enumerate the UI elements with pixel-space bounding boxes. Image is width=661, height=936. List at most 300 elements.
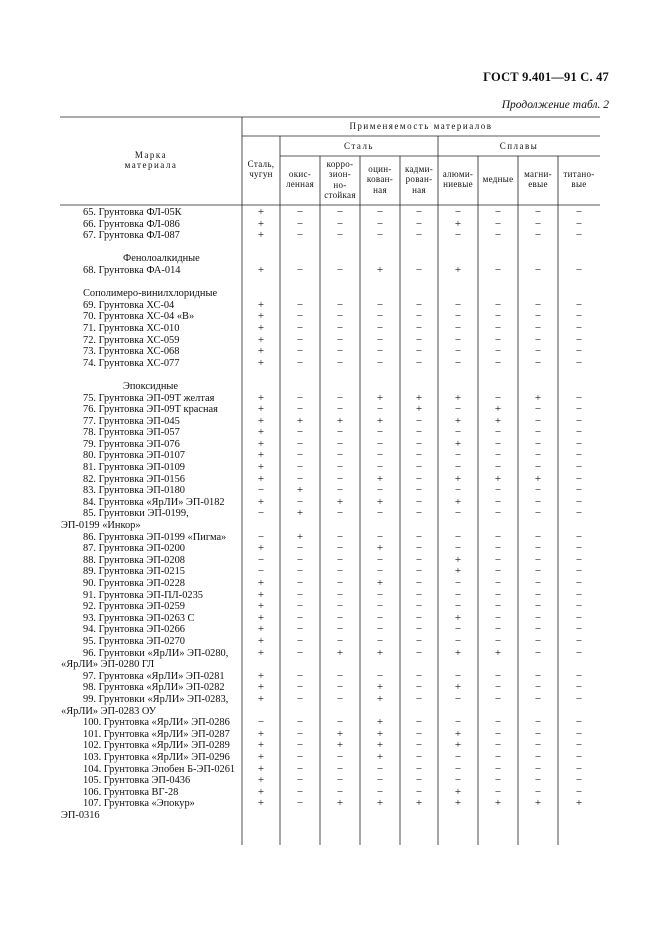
table-row (60, 729, 602, 741)
applicability-mark: − (415, 588, 423, 601)
applicability-mark: − (575, 437, 583, 450)
applicability-mark: − (575, 774, 583, 787)
applicability-mark: − (415, 495, 423, 508)
applicability-mark: − (415, 333, 423, 346)
applicability-mark: − (415, 542, 423, 555)
table-row (60, 601, 602, 613)
applicability-mark: − (575, 600, 583, 613)
applicability-mark: − (494, 553, 502, 566)
table-body (60, 207, 602, 821)
applicability-mark: − (415, 739, 423, 752)
applicability-mark: − (296, 403, 304, 416)
applicability-mark: − (296, 495, 304, 508)
material-name: 83. Грунтовка ЭП-0180 (83, 485, 185, 497)
applicability-mark: − (415, 634, 423, 647)
applicability-mark: − (534, 785, 542, 798)
applicability-mark: + (336, 495, 344, 508)
applicability-mark: + (454, 785, 462, 798)
applicability-mark: − (534, 310, 542, 323)
applicability-mark: + (257, 588, 265, 601)
applicability-mark: + (376, 495, 384, 508)
applicability-mark: − (454, 530, 462, 543)
material-name: 84. Грунтовка «ЯрЛИ» ЭП-0182 (83, 496, 225, 508)
applicability-mark: − (534, 229, 542, 242)
applicability-mark: + (494, 797, 502, 810)
applicability-mark: − (575, 716, 583, 729)
applicability-mark: − (454, 634, 462, 647)
table-row (60, 404, 602, 416)
applicability-mark: + (376, 681, 384, 694)
applicability-mark: + (336, 727, 344, 740)
applicability-mark: − (534, 484, 542, 497)
applicability-mark: − (494, 206, 502, 218)
applicability-mark: − (415, 414, 423, 427)
applicability-mark: − (494, 611, 502, 624)
applicability-mark: + (257, 403, 265, 416)
material-name: 77. Грунтовка ЭП-045 (83, 415, 180, 427)
applicability-mark: − (336, 669, 344, 682)
applicability-mark: − (454, 461, 462, 474)
table-row (60, 752, 602, 764)
applicability-mark: − (575, 333, 583, 346)
applicability-mark: − (494, 530, 502, 543)
applicability-mark: + (257, 600, 265, 613)
table-continuation-label: Продолжение табл. 2 (501, 99, 609, 111)
applicability-mark: − (415, 785, 423, 798)
applicability-mark: − (376, 600, 384, 613)
applicability-mark: − (534, 553, 542, 566)
applicability-mark: − (534, 206, 542, 218)
applicability-mark: + (296, 530, 304, 543)
applicability-mark: + (257, 333, 265, 346)
applicability-mark: + (494, 403, 502, 416)
applicability-mark: − (575, 553, 583, 566)
applicability-mark: − (494, 669, 502, 682)
material-name: 92. Грунтовка ЭП-0259 (83, 601, 185, 613)
table-row (60, 555, 602, 567)
applicability-mark: − (534, 565, 542, 578)
applicability-mark: + (454, 263, 462, 276)
applicability-mark: − (454, 229, 462, 242)
applicability-mark: − (296, 577, 304, 589)
applicability-mark: − (296, 739, 304, 752)
section-heading-row (60, 381, 602, 393)
applicability-mark: + (336, 414, 344, 427)
applicability-mark: + (257, 762, 265, 775)
applicability-mark: + (257, 611, 265, 624)
applicability-mark: − (336, 507, 344, 520)
material-name: 90. Грунтовка ЭП-0228 (83, 578, 185, 589)
applicability-mark: + (376, 414, 384, 427)
applicability-mark: + (454, 391, 462, 404)
applicability-mark: − (494, 263, 502, 276)
applicability-mark: − (575, 542, 583, 555)
applicability-mark: − (454, 403, 462, 416)
material-name-continuation: ЭП-0199 «Инкор» (61, 520, 141, 532)
material-name: 95. Грунтовка ЭП-0270 (83, 635, 185, 647)
applicability-mark: + (257, 542, 265, 555)
applicability-mark: − (534, 298, 542, 311)
applicability-mark: + (336, 646, 344, 659)
applicability-mark: − (494, 217, 502, 230)
applicability-mark: − (494, 345, 502, 358)
applicability-mark: + (376, 542, 384, 555)
page-header: ГОСТ 9.401—91 С. 47 (483, 70, 609, 84)
applicability-mark: − (494, 298, 502, 311)
applicability-mark: − (575, 298, 583, 311)
table-row (60, 624, 602, 636)
material-name: 74. Грунтовка ХС-077 (83, 357, 180, 369)
material-name: 66. Грунтовка ФЛ-086 (83, 218, 180, 230)
material-name: 105. Грунтовка ЭП-0436 (83, 775, 191, 787)
applicability-mark: − (376, 310, 384, 323)
applicability-mark: − (575, 426, 583, 439)
applicability-mark: − (296, 426, 304, 439)
applicability-mark: − (376, 403, 384, 416)
applicability-mark: − (575, 681, 583, 694)
applicability-mark: − (534, 449, 542, 462)
applicability-mark: − (454, 507, 462, 520)
material-name-continuation: ЭП-0316 (61, 809, 100, 821)
applicability-mark: − (534, 542, 542, 555)
applicability-mark: − (296, 263, 304, 276)
applicability-mark: − (296, 437, 304, 450)
applicability-mark: + (494, 414, 502, 427)
table-row (60, 578, 602, 590)
header-zinc-plated: оцин- кован- ная (366, 164, 394, 195)
applicability-mark: − (454, 716, 462, 729)
section-heading: Сополимеро-винилхлоридные (83, 288, 218, 300)
applicability-mark: + (454, 414, 462, 427)
applicability-mark: − (575, 507, 583, 520)
material-name: 99. Грунтовки «ЯрЛИ» ЭП-0283, (83, 693, 229, 705)
applicability-mark: − (534, 588, 542, 601)
applicability-mark: − (336, 600, 344, 613)
applicability-mark: − (376, 611, 384, 624)
applicability-mark: − (336, 356, 344, 369)
applicability-mark: − (534, 577, 542, 589)
table-row (60, 450, 602, 462)
header-oxidized: окис- ленная (285, 169, 315, 190)
applicability-mark: − (296, 206, 304, 218)
applicability-mark: − (575, 623, 583, 636)
applicability-mark: − (415, 553, 423, 566)
applicability-mark: − (376, 774, 384, 787)
applicability-mark: − (534, 263, 542, 276)
applicability-mark: + (575, 797, 583, 810)
applicability-mark: − (415, 750, 423, 763)
applicability-mark: − (296, 646, 304, 659)
applicability-mark: + (454, 437, 462, 450)
applicability-mark: − (454, 762, 462, 775)
applicability-mark: − (415, 530, 423, 543)
applicability-mark: − (336, 774, 344, 787)
applicability-mark: − (534, 611, 542, 624)
applicability-mark: − (575, 495, 583, 508)
applicability-mark: − (494, 785, 502, 798)
applicability-mark: + (454, 646, 462, 659)
table-row (60, 300, 602, 312)
applicability-mark: − (534, 623, 542, 636)
section-heading-row (60, 288, 602, 300)
material-name-continuation: «ЯрЛИ» ЭП-0283 ОУ (61, 705, 157, 717)
applicability-mark: − (494, 495, 502, 508)
applicability-mark: − (376, 634, 384, 647)
applicability-mark: − (454, 692, 462, 705)
applicability-mark: − (296, 321, 304, 334)
applicability-mark: − (494, 600, 502, 613)
table-row (60, 566, 602, 578)
applicability-mark: − (575, 762, 583, 775)
applicability-mark: + (257, 577, 265, 589)
applicability-mark: − (336, 611, 344, 624)
applicability-mark: − (454, 542, 462, 555)
applicability-mark: − (296, 345, 304, 358)
header-alloys-group: Сплавы (499, 141, 539, 151)
table-row (60, 497, 602, 509)
applicability-mark: − (494, 437, 502, 450)
applicability-mark: + (454, 553, 462, 566)
applicability-mark: − (575, 356, 583, 369)
table-row (60, 775, 602, 787)
applicability-mark: − (534, 414, 542, 427)
applicability-mark: − (454, 310, 462, 323)
applicability-mark: − (534, 774, 542, 787)
applicability-mark: − (296, 461, 304, 474)
material-name: 91. Грунтовка ЭП-ПЛ-0235 (83, 589, 203, 601)
applicability-mark: + (257, 345, 265, 358)
applicability-mark: − (376, 298, 384, 311)
applicability-mark: − (415, 611, 423, 624)
applicability-mark: − (454, 484, 462, 497)
applicability-mark: − (534, 437, 542, 450)
applicability-mark: + (454, 217, 462, 230)
material-name: 73. Грунтовка ХС-068 (83, 346, 180, 358)
material-name: 69. Грунтовка ХС-04 (83, 299, 175, 311)
applicability-mark: + (257, 646, 265, 659)
applicability-mark: − (575, 692, 583, 705)
material-name: 68. Грунтовка ФА-014 (83, 264, 181, 276)
table-row-continuation (60, 706, 602, 718)
applicability-mark: − (454, 206, 462, 218)
table-row (60, 798, 602, 810)
applicability-mark: − (494, 310, 502, 323)
applicability-mark: − (575, 391, 583, 404)
table-row (60, 671, 602, 683)
applicability-mark: − (257, 716, 265, 729)
applicability-mark: − (575, 229, 583, 242)
applicability-mark: − (454, 750, 462, 763)
table-row (60, 393, 602, 405)
applicability-mark: + (376, 716, 384, 729)
table-row (60, 416, 602, 428)
applicability-mark: − (575, 403, 583, 416)
applicability-mark: − (415, 310, 423, 323)
table-row (60, 427, 602, 439)
applicability-mark: + (257, 414, 265, 427)
applicability-mark: − (336, 437, 344, 450)
applicability-mark: − (296, 611, 304, 624)
spacer-row (60, 277, 602, 289)
applicability-mark: + (454, 727, 462, 740)
applicability-mark: − (534, 333, 542, 346)
applicability-mark: − (336, 588, 344, 601)
header-steel-group: Сталь (343, 141, 375, 151)
applicability-mark: − (376, 206, 384, 218)
applicability-mark: + (296, 507, 304, 520)
applicability-mark: + (376, 646, 384, 659)
applicability-mark: − (454, 588, 462, 601)
material-name: 80. Грунтовка ЭП-0107 (83, 450, 185, 462)
applicability-mark: − (494, 750, 502, 763)
applicability-mark: − (534, 426, 542, 439)
applicability-mark: − (296, 634, 304, 647)
applicability-mark: − (534, 321, 542, 334)
applicability-mark: − (575, 530, 583, 543)
applicability-mark: + (296, 484, 304, 497)
applicability-mark: − (494, 333, 502, 346)
applicability-mark: − (415, 507, 423, 520)
applicability-mark: − (257, 530, 265, 543)
material-name: 82. Грунтовка ЭП-0156 (83, 473, 185, 485)
applicability-mark: − (575, 577, 583, 589)
applicability-mark: − (415, 449, 423, 462)
applicability-mark: + (257, 391, 265, 404)
applicability-mark: − (336, 681, 344, 694)
header-cadmium-plated: кадми- рован- ная (404, 164, 434, 195)
applicability-mark: − (415, 206, 423, 218)
applicability-mark: − (415, 356, 423, 369)
applicability-mark: − (575, 484, 583, 497)
table-row (60, 346, 602, 358)
applicability-mark: − (494, 356, 502, 369)
applicability-mark: − (415, 774, 423, 787)
applicability-mark: − (575, 634, 583, 647)
applicability-mark: − (376, 437, 384, 450)
applicability-mark: − (376, 321, 384, 334)
applicability-mark: − (336, 391, 344, 404)
applicability-mark: − (415, 461, 423, 474)
header-aluminum: алюми- ниевые (442, 169, 474, 190)
applicability-mark: − (534, 507, 542, 520)
applicability-mark: − (296, 217, 304, 230)
material-name: 98. Грунтовка «ЯрЛИ» ЭП-0282 (83, 682, 225, 694)
table-row (60, 636, 602, 648)
applicability-mark: − (494, 507, 502, 520)
applicability-mark: − (376, 623, 384, 636)
applicability-mark: − (415, 437, 423, 450)
applicability-mark: − (296, 553, 304, 566)
applicability-mark: − (415, 577, 423, 589)
applicability-mark: − (494, 321, 502, 334)
applicability-mark: − (494, 739, 502, 752)
material-name: 86. Грунтовка ЭП-0199 «Пигма» (83, 531, 227, 543)
applicability-mark: − (575, 206, 583, 218)
applicability-mark: − (336, 403, 344, 416)
material-name: 104. Грунтовка Эпобен Б-ЭП-0261 (83, 763, 236, 775)
applicability-mark: − (376, 530, 384, 543)
applicability-mark: − (296, 681, 304, 694)
applicability-mark: + (257, 263, 265, 276)
applicability-mark: − (534, 646, 542, 659)
applicability-mark: − (296, 588, 304, 601)
section-heading-row (60, 253, 602, 265)
applicability-mark: − (296, 797, 304, 810)
table-row (60, 648, 602, 660)
applicability-mark: + (454, 681, 462, 694)
applicability-mark: − (376, 229, 384, 242)
applicability-mark: − (336, 623, 344, 636)
applicability-mark: − (494, 229, 502, 242)
material-name: 72. Грунтовка ХС-059 (83, 334, 180, 346)
applicability-mark: + (534, 797, 542, 810)
table-row (60, 358, 602, 370)
applicability-mark: − (415, 472, 423, 485)
applicability-mark: − (336, 762, 344, 775)
table-row (60, 439, 602, 451)
applicability-mark: − (494, 727, 502, 740)
applicability-mark: + (376, 472, 384, 485)
applicability-mark: − (415, 217, 423, 230)
applicability-mark: − (336, 426, 344, 439)
applicability-mark: − (336, 634, 344, 647)
table-row (60, 787, 602, 799)
applicability-mark: − (575, 565, 583, 578)
applicability-mark: − (454, 345, 462, 358)
applicability-mark: − (296, 669, 304, 682)
applicability-mark: − (454, 623, 462, 636)
material-name: 96. Грунтовки «ЯрЛИ» ЭП-0280, (83, 647, 229, 659)
applicability-mark: − (534, 750, 542, 763)
applicability-mark: − (296, 391, 304, 404)
applicability-mark: − (257, 507, 265, 520)
applicability-mark: + (336, 797, 344, 810)
applicability-mark: − (454, 577, 462, 589)
applicability-mark: − (575, 310, 583, 323)
applicability-mark: + (454, 565, 462, 578)
applicability-mark: + (257, 797, 265, 810)
applicability-mark: + (415, 391, 423, 404)
applicability-mark: − (415, 669, 423, 682)
applicability-mark: − (296, 542, 304, 555)
applicability-mark: − (296, 449, 304, 462)
applicability-mark: − (454, 356, 462, 369)
applicability-mark: − (296, 785, 304, 798)
table-row (60, 682, 602, 694)
header-applicability: Применяемость материалов (349, 121, 493, 131)
applicability-mark: + (494, 646, 502, 659)
applicability-mark: + (257, 692, 265, 705)
applicability-mark: + (257, 681, 265, 694)
applicability-mark: − (575, 321, 583, 334)
applicability-mark: − (575, 414, 583, 427)
table-row (60, 265, 602, 277)
applicability-mark: − (494, 461, 502, 474)
table-row (60, 717, 602, 729)
applicability-mark: − (454, 669, 462, 682)
applicability-mark: − (336, 310, 344, 323)
applicability-mark: − (296, 600, 304, 613)
applicability-mark: − (296, 774, 304, 787)
applicability-mark: − (454, 449, 462, 462)
table-row (60, 207, 602, 219)
applicability-mark: − (494, 774, 502, 787)
applicability-mark: − (534, 403, 542, 416)
applicability-mark: − (415, 692, 423, 705)
applicability-mark: − (376, 217, 384, 230)
applicability-mark: − (336, 229, 344, 242)
applicability-mark: − (257, 565, 265, 578)
